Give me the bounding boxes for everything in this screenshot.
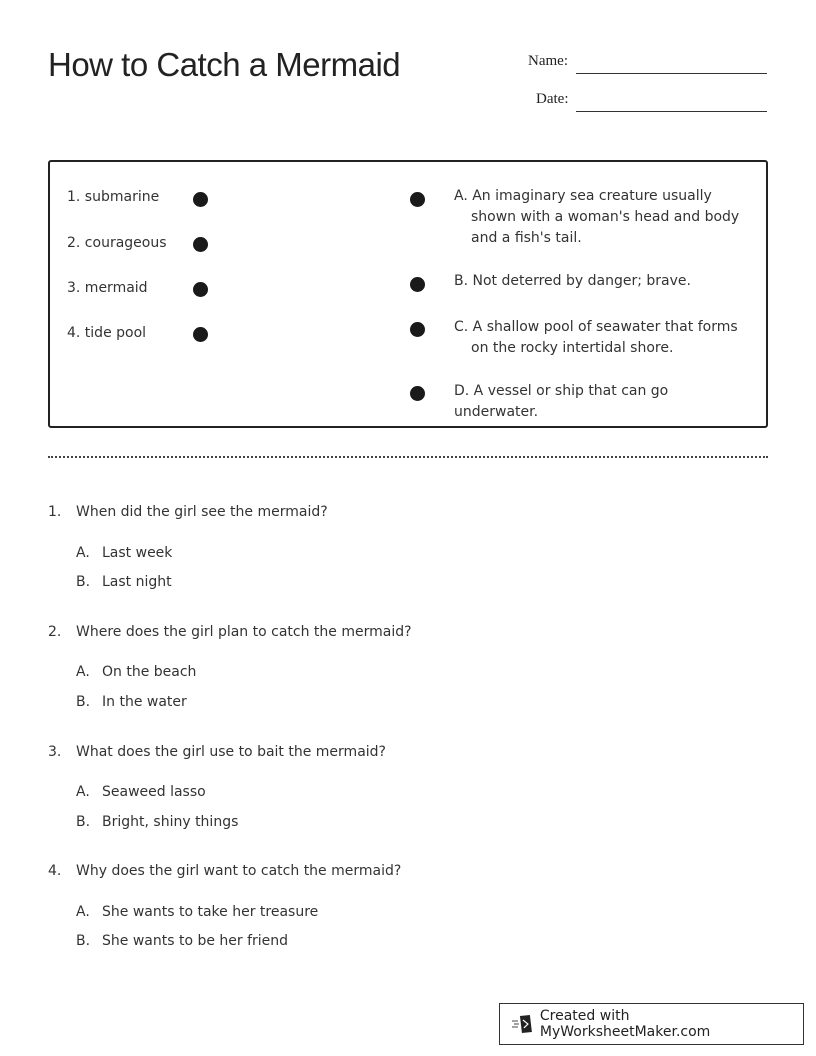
date-field[interactable] bbox=[576, 111, 767, 112]
answer-option[interactable]: A. On the beach bbox=[76, 664, 197, 680]
definition-match-dot[interactable] bbox=[410, 277, 425, 292]
definition-item: A. An imaginary sea creature usually shown with a woman's head and body and a fish's tail. bbox=[454, 188, 740, 246]
answer-option[interactable]: A. Last week bbox=[76, 545, 173, 561]
definition-match-dot[interactable] bbox=[410, 386, 425, 401]
worksheet-logo-icon bbox=[512, 1014, 534, 1034]
date-label: Date: bbox=[536, 91, 569, 107]
footer-credit[interactable] bbox=[499, 1003, 804, 1045]
term-match-dot[interactable] bbox=[193, 192, 208, 207]
term-item: 4. tide pool bbox=[67, 325, 147, 341]
answer-option[interactable]: B. In the water bbox=[76, 694, 187, 710]
definition-item: B. Not deterred by danger; brave. bbox=[454, 273, 691, 289]
term-match-dot[interactable] bbox=[193, 282, 208, 297]
name-field[interactable] bbox=[576, 73, 767, 74]
page-title: How to Catch a Mermaid bbox=[48, 46, 401, 83]
question-1: 1. When did the girl see the mermaid? bbox=[48, 504, 328, 520]
definition-match-dot[interactable] bbox=[410, 192, 425, 207]
definition-match-dot[interactable] bbox=[410, 322, 425, 337]
definition-item: C. A shallow pool of seawater that forms on the rocky intertidal shore. bbox=[454, 319, 738, 356]
term-item: 3. mermaid bbox=[67, 280, 148, 296]
section-divider bbox=[48, 456, 768, 458]
answer-option[interactable]: A. She wants to take her treasure bbox=[76, 904, 319, 920]
matching-section bbox=[48, 160, 768, 428]
answer-option[interactable]: B. She wants to be her friend bbox=[76, 933, 289, 949]
term-item: 1. submarine bbox=[67, 189, 160, 205]
term-match-dot[interactable] bbox=[193, 327, 208, 342]
name-label: Name: bbox=[528, 53, 568, 69]
definition-item: D. A vessel or ship that can go underwater. bbox=[454, 383, 669, 420]
question-4: 4. Why does the girl want to catch the mermaid? bbox=[48, 863, 402, 879]
answer-option[interactable]: B. Last night bbox=[76, 574, 172, 590]
footer-text: Created with MyWorksheetMaker.com bbox=[539, 1008, 711, 1040]
answer-option[interactable]: B. Bright, shiny things bbox=[76, 814, 239, 830]
question-2: 2. Where does the girl plan to catch the mermaid? bbox=[48, 624, 412, 640]
term-item: 2. courageous bbox=[67, 235, 167, 251]
question-3: 3. What does the girl use to bait the mermaid? bbox=[48, 744, 386, 760]
answer-option[interactable]: A. Seaweed lasso bbox=[76, 784, 206, 800]
term-match-dot[interactable] bbox=[193, 237, 208, 252]
